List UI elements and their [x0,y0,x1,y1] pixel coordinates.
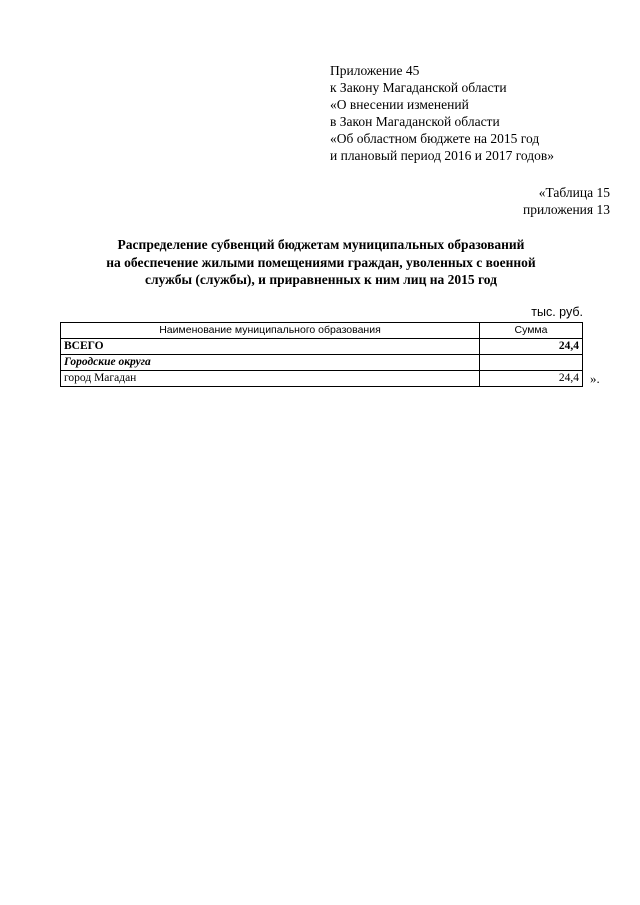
row-sum: 24,4 [480,371,583,387]
row-name: ВСЕГО [61,339,480,355]
title-line-2: на обеспечение жилыми помещениями граждан, уволенных с военной [106,254,536,270]
appendix-line: Приложение 45 [330,63,420,78]
header-sum: Сумма [480,323,583,339]
table-reference [523,184,610,218]
table-header-row [61,323,583,339]
subventions-table [60,322,583,387]
title-line-1: Распределение субвенций бюджетам муниципальных образований [117,237,525,252]
row-sum [480,355,583,371]
document-title [60,236,582,289]
appendix-line: «О внесении изменений [330,97,469,112]
table-ref-line-2: приложения 13 [522,202,610,217]
row-name: Городские округа [61,355,480,371]
appendix-line: в Закон Магаданской области [330,114,500,129]
table-row-group [61,355,583,371]
header-name: Наименование муниципального образования [61,323,480,339]
appendix-line: к Закону Магаданской области [330,80,507,95]
unit-label: тыс. руб. [531,305,583,319]
table-row [61,371,583,387]
appendix-line: и плановый период 2016 и 2017 годов» [330,148,555,163]
closing-quote-mark: ». [590,371,600,386]
appendix-header [330,62,554,164]
table-row-total [61,339,583,355]
row-name: город Магадан [61,371,480,387]
title-line-3: службы (службы), и приравненных к ним лиц на 2015 год [144,272,497,287]
table-ref-line-1: «Таблица 15 [538,185,610,200]
row-sum: 24,4 [480,339,583,355]
appendix-line: «Об областном бюджете на 2015 год [330,131,540,146]
